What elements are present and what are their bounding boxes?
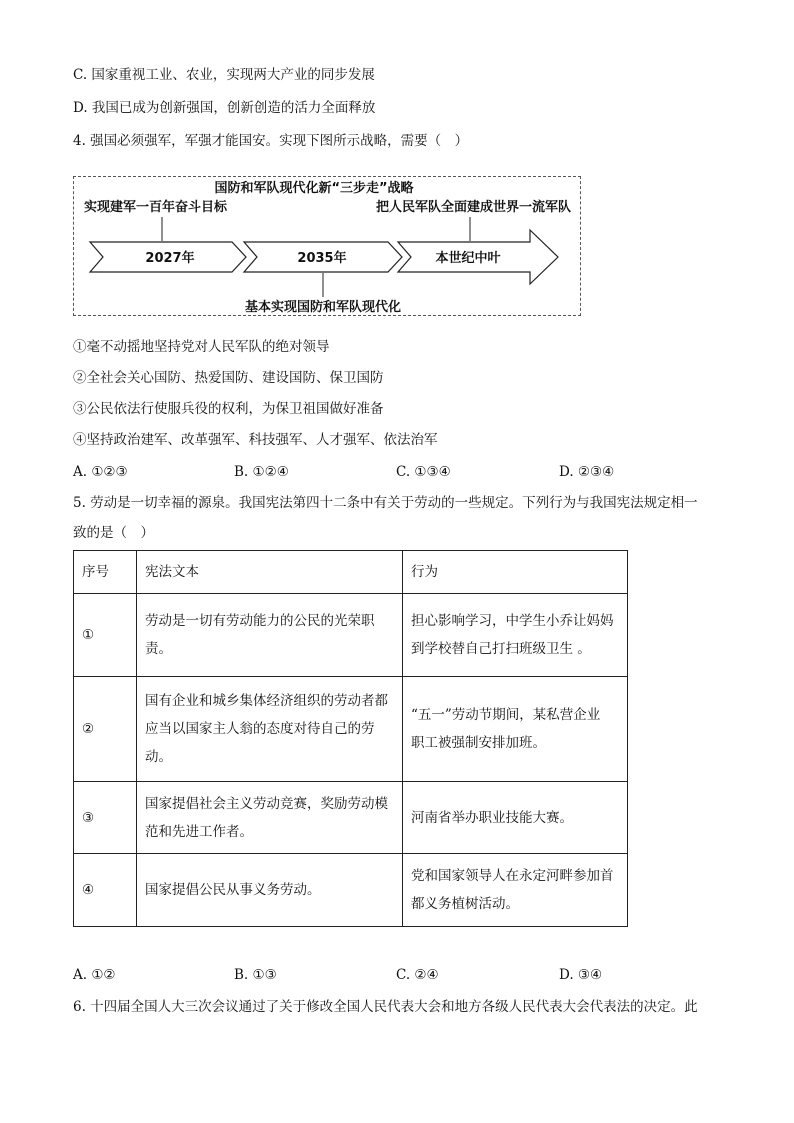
q5-option-c[interactable]: C. ②④ xyxy=(396,967,439,983)
q4-item-3: ③公民依法行使服兵役的权利，为保卫祖国做好准备 xyxy=(73,401,384,417)
q4-option-c[interactable]: C. ①③④ xyxy=(396,464,451,480)
step-2027-label: 2027年 xyxy=(145,251,195,266)
row-no: ② xyxy=(74,677,137,782)
row-action-line: 河南省举办职业技能大赛。 xyxy=(411,809,573,826)
row-law xyxy=(137,782,403,854)
q4-item-2: ②全社会关心国防、热爱国防、建设国防、保卫国防 xyxy=(73,370,384,386)
row-action-line: “五一”劳动节期间，某私营企业 xyxy=(411,707,601,723)
q4-item-4: ④坚持政治建军、改革强军、科技强军、人才强军、依法治军 xyxy=(73,432,438,448)
row-action-line: 到学校替自己打扫班级卫生 。 xyxy=(411,641,591,657)
row-action-line: 党和国家领导人在永定河畔参加首 xyxy=(411,868,614,884)
q4-option-a[interactable]: A. ①②③ xyxy=(73,464,128,480)
row-law-line: 责。 xyxy=(145,641,172,657)
goal-2027-label: 实现建军一百年奋斗目标 xyxy=(84,200,228,215)
row-law-line: 国家提倡社会主义劳动竞赛，奖励劳动模 xyxy=(145,795,388,812)
q3-option-c: C. 国家重视工业、农业，实现两大产业的同步发展 xyxy=(73,67,375,83)
strategy-diagram-svg xyxy=(74,177,582,317)
row-no: ① xyxy=(74,594,137,677)
row-action-line: 职工被强制安排加班。 xyxy=(411,735,546,751)
q5-option-b[interactable]: B. ①③ xyxy=(234,967,277,983)
q4-option-d[interactable]: D. ②③④ xyxy=(559,464,615,480)
row-law-line: 范和先进工作者。 xyxy=(145,823,253,840)
constitution-table xyxy=(73,550,628,927)
header-action: 行为 xyxy=(403,551,628,594)
q4-option-b[interactable]: B. ①②④ xyxy=(234,464,289,480)
strategy-diagram xyxy=(73,176,581,316)
table-row xyxy=(74,782,628,854)
q6-stem-line1: 6. 十四届全国人大三次会议通过了关于修改全国人民代表大会和地方各级人民代表大会代表法的决定。此 xyxy=(73,999,698,1015)
row-law xyxy=(137,854,403,927)
row-action-line: 担心影响学习，中学生小乔让妈妈 xyxy=(411,613,614,629)
step-2035-label: 2035年 xyxy=(297,251,347,266)
table-row xyxy=(74,594,628,677)
row-action xyxy=(403,594,628,677)
step-mid-century-label: 本世纪中叶 xyxy=(435,251,501,266)
row-law-line: 国有企业和城乡集体经济组织的劳动者都 xyxy=(145,693,388,709)
q3-option-d: D. 我国已成为创新强国，创新创造的活力全面释放 xyxy=(73,100,376,116)
goal-mid-century-label: 把人民军队全面建成世界一流军队 xyxy=(375,200,571,215)
diagram-title: 国防和军队现代化新“三步走”战略 xyxy=(214,181,414,196)
row-action-line: 都义务植树活动。 xyxy=(411,896,519,912)
table-row xyxy=(74,854,628,927)
header-no: 序号 xyxy=(74,551,137,594)
row-law xyxy=(137,594,403,677)
row-action xyxy=(403,854,628,927)
row-law-line: 国家提倡公民从事义务劳动。 xyxy=(145,882,321,898)
row-no: ④ xyxy=(74,854,137,927)
row-law xyxy=(137,677,403,782)
q4-stem: 4. 强国必须强军，军强才能国安。实现下图所示战略，需要（ ） xyxy=(73,133,469,149)
row-law-line: 应当以国家主人翁的态度对待自己的劳 xyxy=(145,721,375,737)
header-law: 宪法文本 xyxy=(137,551,403,594)
q5-stem-line1: 5. 劳动是一切幸福的源泉。我国宪法第四十二条中有关于劳动的一些规定。下列行为与我国宪法规定相一 xyxy=(73,495,698,511)
table-row xyxy=(74,677,628,782)
goal-2035-label: 基本实现国防和军队现代化 xyxy=(244,300,402,315)
q5-option-a[interactable]: A. ①② xyxy=(73,967,116,983)
q5-stem-line2: 致的是（ ） xyxy=(73,525,154,541)
q5-option-d[interactable]: D. ③④ xyxy=(559,967,603,983)
row-no: ③ xyxy=(74,782,137,854)
row-action xyxy=(403,677,628,782)
q4-item-1: ①毫不动摇地坚持党对人民军队的绝对领导 xyxy=(73,339,330,355)
row-law-line: 劳动是一切有劳动能力的公民的光荣职 xyxy=(145,613,375,629)
table-header-row xyxy=(74,551,628,594)
row-action xyxy=(403,782,628,854)
row-law-line: 动。 xyxy=(145,749,172,765)
